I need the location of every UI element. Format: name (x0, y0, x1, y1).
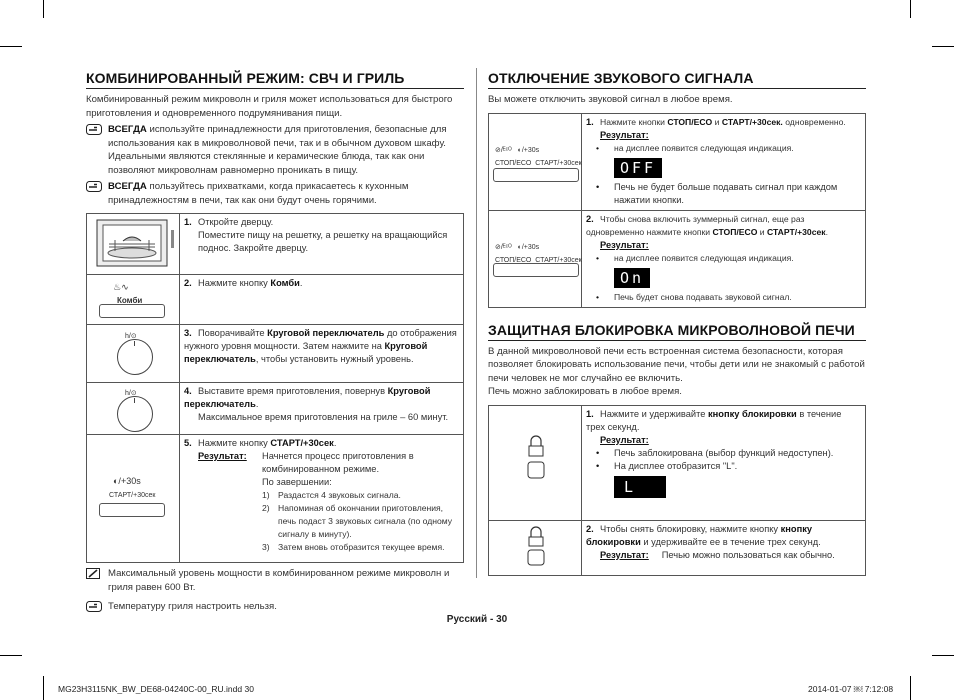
note-grill-temp: Температуру гриля настроить нельзя. (86, 600, 464, 614)
step-row (87, 383, 464, 435)
display-indicator-lock: L (614, 476, 666, 498)
right-column (488, 68, 866, 576)
step-text: 5. Нажмите кнопку СТАРТ/+30сек. Результат: Начнется процесс приготовления в комбинированном режиме. По завершении: 1) Раздастся 4 звуковых сигнала. 2) Напоминая об окончании приготовления, печь подаст 3 звуковых сигнала (по одному сигналу в минуту). 3) Затем вновь отобразится текущее время. (180, 435, 464, 563)
step-image-cell (489, 210, 582, 307)
step-row (87, 214, 464, 275)
buttons-panel: ⊘/ᴱᶜᴼ ◐/+30s СТОП/ECO СТАРТ/+30сек (495, 146, 582, 167)
crop-mark (932, 46, 954, 47)
intro-lock-2: Печь можно заблокировать в любое время. (488, 386, 682, 397)
section-title-lock: ЗАЩИТНАЯ БЛОКИРОВКА МИКРОВОЛНОВОЙ ПЕЧИ (488, 320, 866, 341)
result-text: Начнется процесс приготовления в комбинированном режиме. По завершении: 1) Раздастся 4 звуковых сигнала. 2) Напоминая об окончании приготовления, печь подаст 3 звуковых сигнала (по одному сигналу в минуту). 3) Затем вновь отобразится текущее время. (262, 451, 453, 552)
crop-mark (43, 0, 44, 18)
section-title-combi: КОМБИНИРОВАННЫЙ РЕЖИМ: СВЧ И ГРИЛЬ (86, 68, 464, 89)
intro-sound: Вы можете отключить звуковой сигнал в любое время. (488, 94, 733, 105)
pointing-hand-icon (86, 124, 102, 135)
crop-mark (0, 655, 22, 656)
display-indicator-off: OFF (614, 158, 662, 178)
control-button-strip (493, 263, 579, 277)
pencil-note-icon (86, 568, 102, 579)
step-image-cell (489, 405, 582, 520)
pointing-hand-icon (86, 601, 102, 612)
result-block: Результат: Печью можно пользоваться как обычно. (600, 549, 835, 560)
step-text: 1. Откройте дверцу. Поместите пищу на решетку, а решетку на вращающийся поднос. Закройте дверцу. (180, 214, 464, 275)
step-text: 2. Нажмите кнопку Комби. (180, 275, 464, 325)
intro-text: Комбинированный режим микроволн и гриля может использоваться для быстрого приготовления и одновременного подрумянивания пищи. (86, 94, 453, 119)
lock-button-icon (489, 521, 579, 571)
step-image-cell (87, 275, 180, 325)
crop-mark (932, 655, 954, 656)
start-button-icon: ◐/+30s (113, 476, 141, 486)
combi-wave-icon: ♨∿ (113, 282, 129, 292)
stop-eco-icon: ⊘/ᴱᶜᴼ (495, 146, 512, 154)
step-row (489, 520, 866, 575)
left-column (86, 68, 464, 614)
crop-mark (43, 676, 44, 700)
step-text: 2. Чтобы снова включить зуммерный сигнал, еще раз одновременно нажмите кнопки СТОП/ECO и СТАРТ/+30сек. Результат: • на дисплее появится следующая индикация. On • Печь будет снова подавать звуковой сигнал. (582, 210, 866, 307)
section-title-sound: ОТКЛЮЧЕНИЕ ЗВУКОВОГО СИГНАЛА (488, 68, 866, 89)
dial-knob-icon (117, 339, 153, 375)
buttons-panel: ⊘/ᴱᶜᴼ ◐/+30s СТОП/ECO СТАРТ/+30сек (495, 243, 582, 264)
step-image-cell (87, 435, 180, 563)
dial-knob-icon (117, 396, 153, 432)
imprint-date: 2014-01-07 ￼ 7:12:08 (808, 684, 894, 694)
step-image-cell (87, 214, 180, 275)
crop-mark (910, 676, 911, 700)
dial-label: h/⊙ (125, 333, 137, 340)
step-row (87, 325, 464, 383)
dial-label: h/⊙ (125, 390, 137, 397)
start-button (99, 503, 165, 517)
control-button-strip (493, 168, 579, 182)
stop-eco-icon: ⊘/ᴱᶜᴼ (495, 243, 512, 251)
intro-lock: В данной микроволновой печи есть встроенная система безопасности, которая позволяет блокировать использование печи, чтобы дети или не знакомый с работой печи человек не мог случайно ее включить. (488, 345, 865, 384)
crop-mark (910, 0, 911, 18)
note-accessories: ВСЕГДА используйте принадлежности для приготовления, безопасные для использования как в микроволновой печи, так и в обычном духовом шкафу. Идеальными являются стеклянные и керамические блюда, так как они позволяют микроволнам равномерно проникать в пищу. (86, 123, 464, 177)
step-image-cell (87, 325, 180, 383)
step-row (489, 210, 866, 307)
start-button-label: СТАРТ/+30сек (109, 492, 156, 499)
display-indicator-on: On (614, 268, 650, 288)
result-block: Результат: Начнется процесс приготовления в комбинированном режиме. По завершении: 1) Раздастся 4 звуковых сигнала. 2) Напоминая об окончании приготовления, печь подаст 3 звуковых сигнала (по одному сигналу в минуту). 3) Затем вновь отобразится текущее время. (184, 450, 459, 554)
steps-table (86, 213, 464, 563)
combi-button-label: Комби (117, 296, 143, 305)
note-max-power: Максимальный уровень мощности в комбинированном режиме микроволн и гриля равен 600 Вт. (86, 567, 464, 594)
step-row (489, 405, 866, 520)
microwave-interior-image (87, 214, 177, 270)
lock-steps-table (488, 405, 866, 576)
step-row (87, 435, 464, 563)
step-text: 2. Чтобы снять блокировку, нажмите кнопку кнопку блокировки и удерживайте ее в течение трех секунд. Результат: Печью можно пользоваться как обычно. (582, 520, 866, 575)
step-image-cell (489, 113, 582, 210)
step-text: 3. Поворачивайте Круговой переключатель до отображения нужного уровня мощности. Затем нажмите на Круговой переключатель, чтобы установить нужный уровень. (180, 325, 464, 383)
imprint-file: MG23H3115NK_BW_DE68-04240C-00_RU.indd 30 (58, 684, 254, 694)
start-icon: ◐/+30s (517, 146, 540, 154)
step-text: 1. Нажмите кнопки СТОП/ECO и СТАРТ/+30сек. одновременно. Результат: • на дисплее появится следующая индикация. OFF • Печь не будет больше подавать сигнал при каждом нажатии кнопки. (582, 113, 866, 210)
column-divider (476, 68, 477, 578)
step-text: 1. Нажмите и удерживайте кнопку блокировки в течение трех секунд. Результат: • Печь заблокирована (выбор функций недоступен). • На дисплее отобразится "L". L (582, 405, 866, 520)
combi-button (99, 304, 165, 318)
lock-button-icon (489, 406, 579, 516)
step-image-cell (87, 383, 180, 435)
step-row (87, 275, 464, 325)
page-number: Русский - 30 (446, 614, 508, 625)
crop-mark (0, 46, 22, 47)
start-icon: ◐/+30s (517, 243, 540, 251)
note-oven-mitts: ВСЕГДА пользуйтесь прихватками, когда прикасаетесь к кухонным принадлежностям в печи, так как они будут очень горячими. (86, 180, 464, 207)
step-row (489, 113, 866, 210)
sound-steps-table (488, 113, 866, 308)
step-text: 4. Выставите время приготовления, повернув Круговой переключатель. Максимальное время приготовления на гриле – 60 минут. (180, 383, 464, 435)
pointing-hand-icon (86, 181, 102, 192)
step-image-cell (489, 520, 582, 575)
